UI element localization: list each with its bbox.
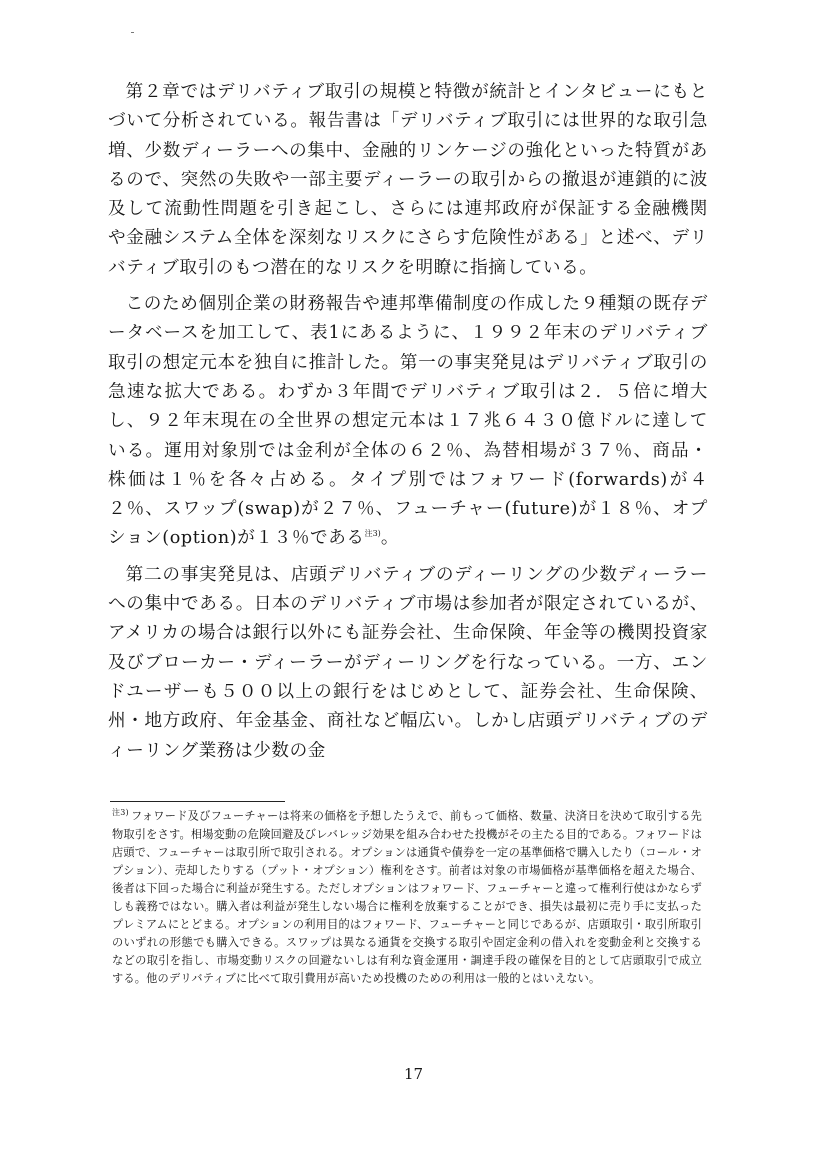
paragraph-dealer-concentration: 第二の事実発見は、店頭デリバティブのディーリングの少数ディーラーへの集中である。日本のデリバティブ市場は参加者が限定されているが、アメリカの場合は銀行以外にも証券会社、生命保険、年金等の機関投資家及びブローカー・ディーラーがディーリングを行なっている。一方、エンドユーザーも５００以上の銀行をはじめとして、証券会社、生命保険、州・地方政府、年金基金、商社など幅広い。しかし店頭デリバティブのディーリング業務は少数の金 [108, 564, 708, 761]
footnote-reference: 注3) [364, 529, 381, 539]
paragraph-derivative-estimate: このため個別企業の財務報告や連邦準備制度の作成した９種類の既存データベースを加工して、表1にあるように、１９９２年末のデリバティブ取引の想定元本を独自に推計した。第一の事実発見はデリバティブ取引の急速な拡大である。わずか３年間でデリバティブ取引は２．５倍に増大し、９２年末現在の全世界の想定元本は１７兆６４３０億ドルに達している。運用対象別では金利が全体の６２％、為替相場が３７％、商品・株価は１％を各々占める。タイプ別ではフォワード(forwards)が４２％、スワップ(swap)が２７％、フューチャー(future)が１８％、オプション(option)が１３％である$^{注3)}$。 [108, 294, 708, 549]
footnote-mark: 注3) [112, 808, 129, 817]
paragraph-chapter2-summary: 第２章ではデリバティブ取引の規模と特徴が統計とインタビューにもとづいて分析されている。報告書は「デリバティブ取引には世界的な取引急増、少数ディーラーへの集中、金融的リンケージの強化といった特質があるので、突然の失敗や一部主要ディーラーの取引からの撤退が連鎖的に波及して流動性問題を引き起こし、さらには連邦政府が保証する金融機関や金融システム全体を深刻なリスクにさらす危険性がある」と述べ、デリバティブ取引のもつ潜在的なリスクを明瞭に指摘している。 [108, 82, 708, 278]
scan-mark [131, 32, 134, 33]
footnote-divider [110, 801, 285, 802]
footnote-text: フォワード及びフューチャーは将来の価格を予想したうえで、前もって価格、数量、決済日を決めて取引する先物取引をさす。相場変動の危険回避及びレバレッジ効果を組み合わせた投機がその主たる目的である。フォワードは店頭で、フューチャーは取引所で取引される。オプションは通貨や債券を一定の基準価格で購入したり（コール・オプション）、売却したりする（プット・オプション）権利をさす。前者は対象の市場価格が基準価格を超えた場合、後者は下回った場合に利益が発生する。ただしオプションはフォワード、フューチャーと違って権利行使はかならずしも義務ではない。購入者は利益が発生しない場合に権利を放棄することができ、損失は最初に売り手に支払ったプレミアムにとどまる。オプションの利用目的はフォワード、フューチャーと同じであるが、店頭取引・取引所取引のいずれの形態でも購入できる。スワップは異なる通貨を交換する取引や固定金利の借入れを変動金利と交換するなどの取引を指し、市場変動リスクの回避ないしは有利な資金運用・調達手段の確保を目的として店頭取引で成立する。他のデリバティブに比べて取引費用が高いため投機のための利用は一般的とはいえない。 [112, 809, 703, 985]
body-text [108, 78, 708, 773]
paragraph-derivative-estimate-text: このため個別企業の財務報告や連邦準備制度の作成した９種類の既存データベースを加工して、表1にあるように、１９９２年末のデリバティブ取引の想定元本を独自に推計した。第一の事実発見はデリバティブ取引の急速な拡大である。わずか３年間でデリバティブ取引は２．５倍に増大し、９２年末現在の全世界の想定元本は１７兆６４３０億ドルに達している。運用対象別では金利が全体の６２％、為替相場が３７％、商品・株価は１％を各々占める。タイプ別ではフォワード(forwards)が４２％、スワップ(swap)が２７％、フューチャー(future)が１８％、オプション(option)が１３％である [108, 294, 708, 549]
footnote [112, 804, 702, 988]
page-number: 17 [403, 1065, 424, 1083]
